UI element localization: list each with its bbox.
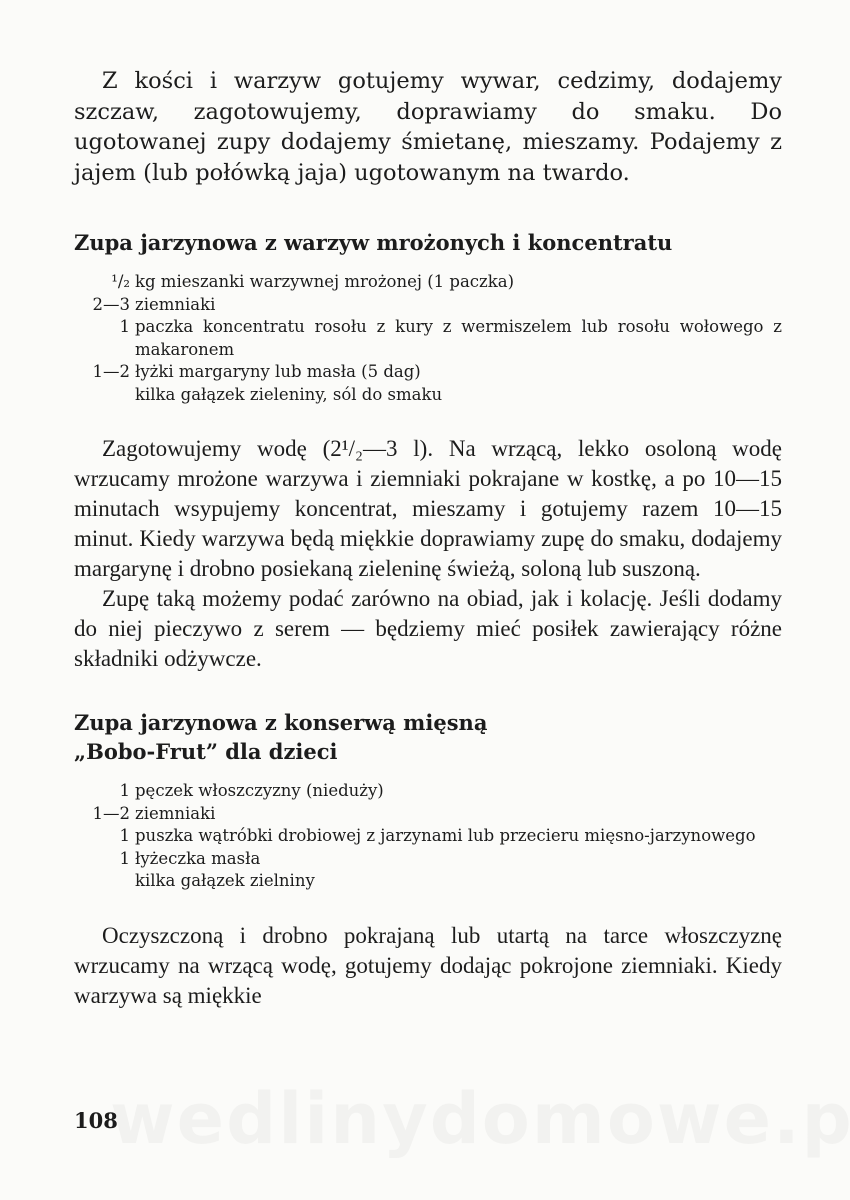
ingredient-text: paczka koncentratu rosołu z kury z wermiszelem lub rosołu wołowego z makaronem [135, 317, 782, 359]
ingredient-row [74, 271, 782, 294]
ingredient-qty: 1 [119, 826, 130, 845]
ingredient-text: łyżeczka masła [135, 848, 261, 868]
ingredient-text: ziemniaki [135, 803, 216, 823]
ingredient-row [74, 870, 782, 893]
page-content [74, 66, 782, 1011]
ingredient-row [74, 384, 782, 407]
ingredient-qty: 1 [119, 848, 130, 868]
ingredient-text: kilka gałązek zielniny [135, 871, 315, 890]
ingredient-qty: 2—3 [92, 294, 130, 314]
ingredient-row [74, 316, 782, 361]
method-paragraph: Zagotowujemy wodę (2¹/₂—3 l). Na wrzącą, lekko osoloną wodę wrzucamy mrożone warzywa i ziemniaki pokrajane w kostkę, a po 10—15 minutach wsypujemy koncentrat, mieszamy i gotujemy razem 10—15 minut. Kiedy warzywa będą miękkie doprawiamy zupę do smaku, dodajemy margarynę i drobno posiekaną zieleninę świeżą, soloną lub suszoną. [74, 436, 782, 581]
ingredient-row [74, 825, 782, 848]
ingredient-list-2 [74, 780, 782, 893]
ingredient-text: kg mieszanki warzywnej mrożonej (1 paczka) [135, 272, 515, 291]
recipe-title-line: Zupa jarzynowa z konserwą mięsną [74, 710, 488, 735]
ingredient-text: ziemniaki [135, 294, 216, 314]
ingredient-text: puszka wątróbki drobiowej z jarzynami lub przecieru mięsno-jarzynowego [135, 826, 756, 845]
watermark [110, 1078, 760, 1160]
ingredient-text: kilka gałązek zieleniny, sól do smaku [135, 384, 443, 404]
ingredient-list-1 [74, 271, 782, 406]
ingredient-row [74, 361, 782, 384]
page-number: 108 [74, 1108, 118, 1133]
ingredient-qty [74, 870, 135, 893]
ingredient-qty: ¹/₂ [111, 272, 130, 291]
recipe-title-meat-soup [74, 708, 782, 766]
ingredient-row [74, 780, 782, 803]
ingredient-text: łyżki margaryny lub masła (5 dag) [135, 362, 421, 381]
recipe-title-line: „Bobo-Frut” dla dzieci [74, 739, 338, 764]
ingredient-text: pęczek włoszczyzny (nieduży) [135, 781, 384, 800]
ingredient-qty: 1 [119, 781, 130, 800]
ingredient-qty: 1—2 [92, 362, 130, 381]
ingredient-qty: 1 [119, 317, 130, 336]
ingredient-row [74, 848, 782, 871]
ingredient-qty [74, 384, 135, 407]
method-paragraph: Zupę taką możemy podać zarówno na obiad, jak i kolację. Jeśli dodamy do niej pieczywo z serem — będziemy mieć posiłek zawierający różne składniki odżywcze. [74, 586, 782, 671]
recipe-title-vegetable-soup: Zupa jarzynowa z warzyw mrożonych i koncentratu [74, 230, 673, 255]
ingredient-row [74, 294, 782, 317]
intro-paragraph: Z kości i warzyw gotujemy wywar, cedzimy, dodajemy szczaw, zagotowujemy, doprawiamy do smaku. Do ugotowanej zupy dodajemy śmietanę, mieszamy. Podajemy z jajem (lub połówką jaja) ugotowanym na twardo. [74, 68, 782, 186]
ingredient-row [74, 803, 782, 826]
ingredient-qty: 1—2 [92, 803, 130, 823]
method-paragraph: Oczyszczoną i drobno pokrajaną lub utartą na tarce włoszczyznę wrzucamy na wrzącą wodę, gotujemy dodając pokrojone ziemniaki. Kiedy warzywa są miękkie [74, 922, 782, 1008]
